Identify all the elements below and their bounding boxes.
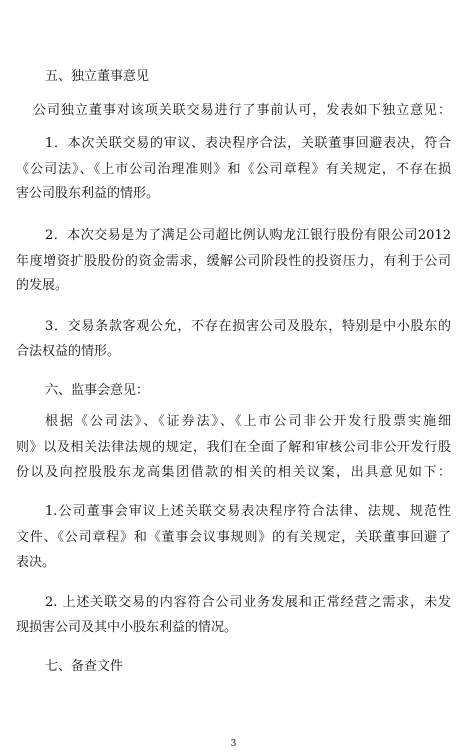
section-7-heading: 七、备查文件 (45, 659, 124, 674)
s6-item1-line2: 文件、《公司章程》和《董事会议事规则》的有关规定，关联董事回避了 (16, 530, 451, 545)
s5-item3-line2: 合法权益的情形。 (16, 344, 121, 359)
s6-intro-line1: 根据《公司法》、《证券法》、《上市公司非公开发行股票实施细 (45, 414, 451, 429)
s5-item2-line1: 2．本次交易是为了满足公司超比例认购龙江银行股份有限公司2012 (45, 228, 451, 243)
s5-item2-line2: 年度增资扩股股份的资金需求，缓解公司阶段性的投资压力，有利于公司 (16, 254, 451, 269)
section-5-heading: 五、独立董事意见 (45, 69, 150, 84)
s5-item1-line2: 《公司法》、《上市公司治理准则》和《公司章程》有关规定，不存在损 (16, 162, 451, 177)
s6-item2-line1: 2. 上述关联交易的内容符合公司业务发展和正常经营之需求，未发 (45, 595, 451, 610)
page-number: 3 (230, 739, 237, 749)
s6-item1-line3: 表决。 (16, 555, 56, 570)
s5-item3-line1: 3．交易条款客观公允，不存在损害公司及股东，特别是中小股东的 (45, 319, 451, 334)
s5-item2-line3: 的发展。 (16, 278, 69, 293)
section-6-heading: 六、监事会意见： (45, 383, 150, 398)
s6-intro-line2: 则》以及相关法律法规的规定，我们在全面了解和审核公司非公开发行股 (16, 440, 451, 455)
section-5-intro: 公司独立董事对该项关联交易进行了事前认可，发表如下独立意见： (33, 103, 451, 118)
s6-item1-line1: 1.公司董事会审议上述关联交易表决程序符合法律、法规、规范性 (45, 504, 451, 519)
s5-item1-line1: 1．本次关联交易的审议、表决程序合法，关联董事回避表决，符合 (45, 136, 451, 151)
s5-item1-line3: 害公司股东利益的情形。 (16, 186, 160, 201)
s6-intro-line3: 份以及向控股股东龙高集团借款的相关的相关议案，出具意见如下： (16, 465, 451, 480)
s6-item2-line2: 现损害公司及其中小股东利益的情况。 (16, 620, 238, 635)
